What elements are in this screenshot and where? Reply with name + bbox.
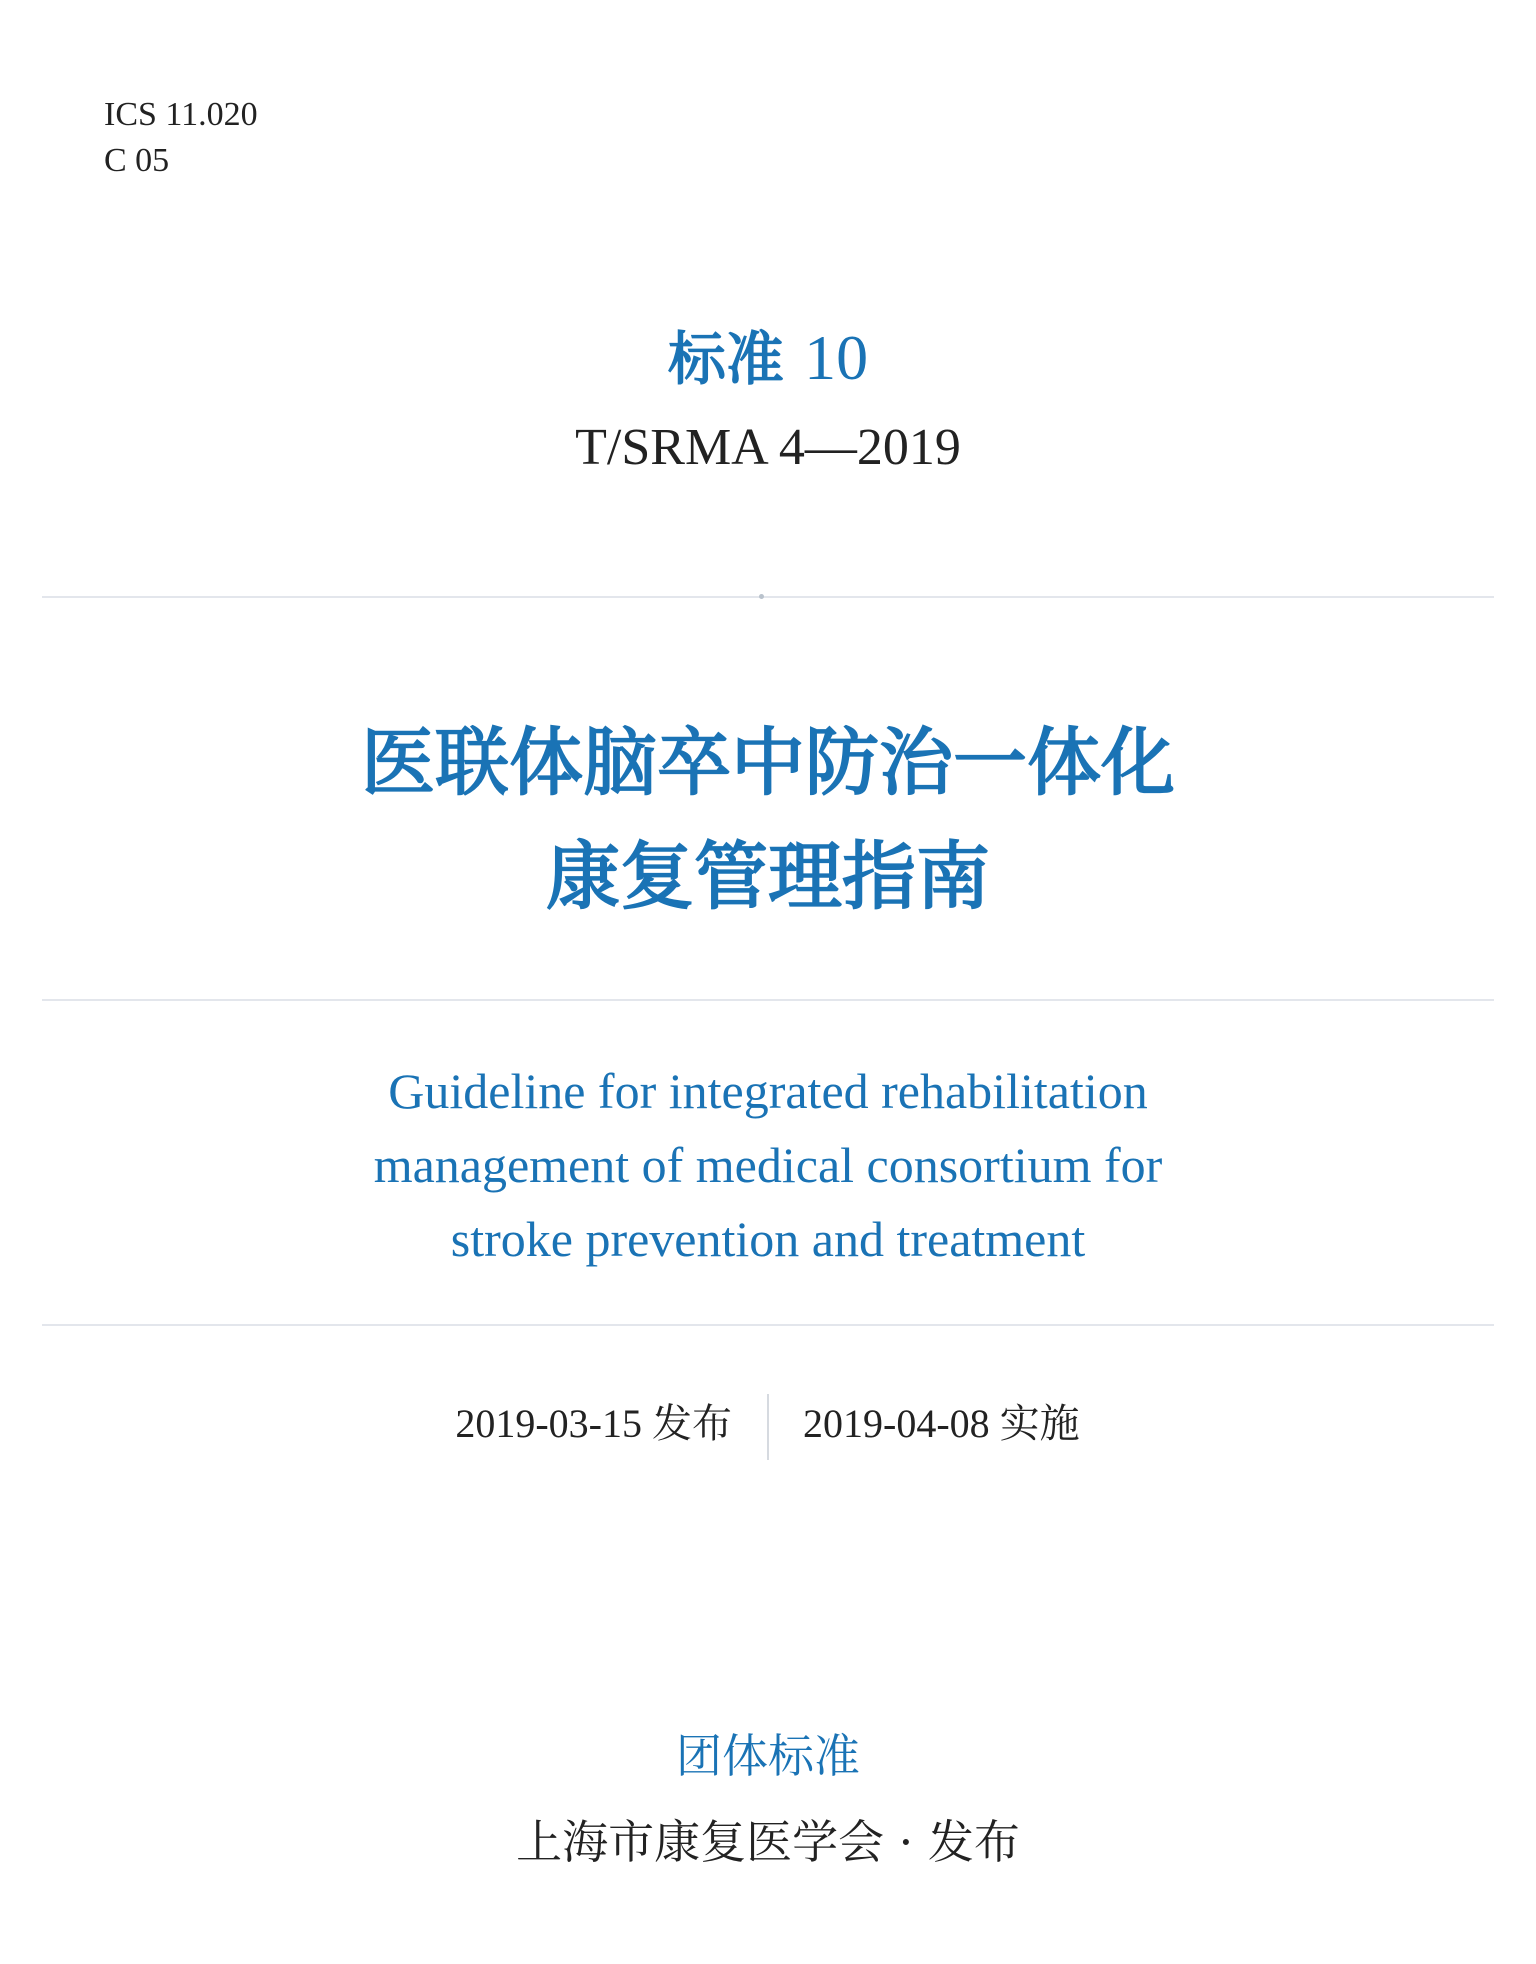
series-label: 标准 bbox=[667, 325, 784, 393]
title-chinese bbox=[0, 706, 1536, 934]
title-chinese-line-2: 康复管理指南 bbox=[546, 834, 990, 920]
implementation-date: 2019-04-08 实施 bbox=[803, 1401, 1080, 1446]
title-english-line-3: stroke prevention and treatment bbox=[450, 1211, 1086, 1267]
ccs-code: C 05 bbox=[104, 142, 170, 179]
publisher: 上海市康复医学会 · 发布 bbox=[516, 1815, 1020, 1869]
date-divider bbox=[767, 1394, 769, 1460]
standard-number: T/SRMA 4—2019 bbox=[575, 419, 961, 476]
series-heading bbox=[0, 318, 1536, 399]
title-english-line-1: Guideline for integrated rehabilitation bbox=[388, 1063, 1148, 1119]
title-english bbox=[0, 1054, 1536, 1276]
divider-top bbox=[42, 596, 1494, 598]
title-chinese-line-1: 医联体脑卒中防治一体化 bbox=[361, 720, 1175, 806]
divider-dot bbox=[759, 594, 764, 599]
divider-middle bbox=[42, 999, 1494, 1001]
standard-type: 团体标准 bbox=[676, 1729, 860, 1783]
classification-codes bbox=[104, 92, 258, 184]
title-english-line-2: management of medical consortium for bbox=[373, 1137, 1163, 1193]
divider-bottom bbox=[42, 1324, 1494, 1326]
issue-date: 2019-03-15 发布 bbox=[455, 1401, 732, 1446]
ics-code: ICS 11.020 bbox=[104, 96, 258, 133]
series-number: 10 bbox=[804, 322, 869, 393]
